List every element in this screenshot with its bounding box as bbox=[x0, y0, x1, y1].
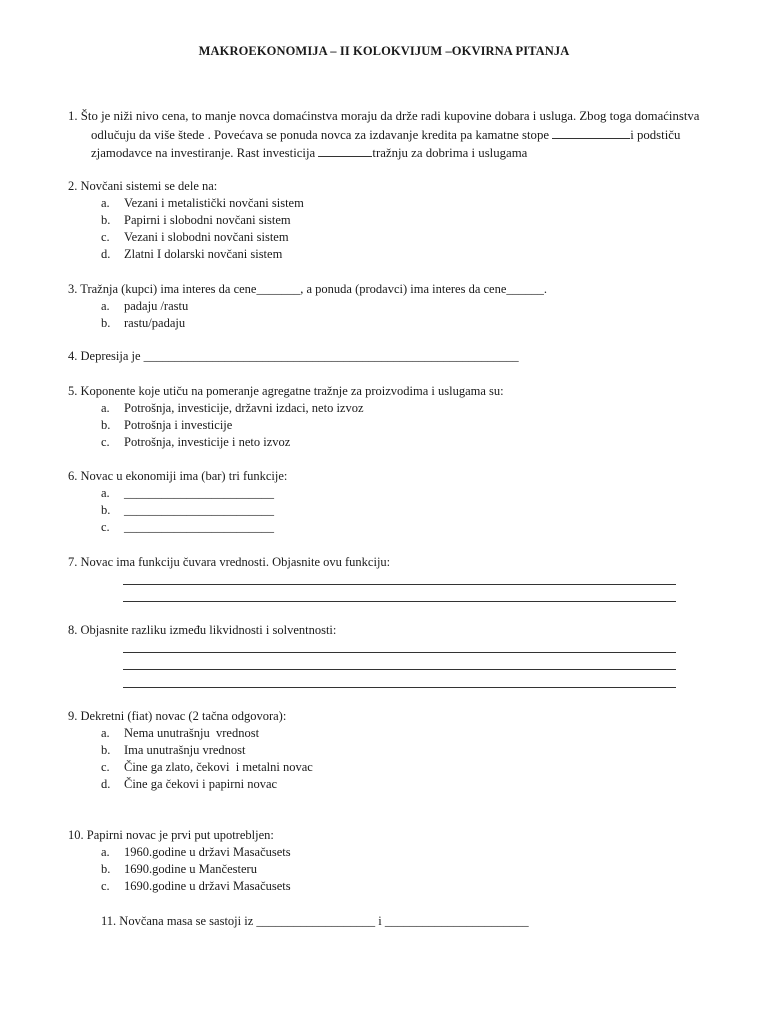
question-1-blank-2 bbox=[318, 145, 372, 157]
question-8-text: 8. Objasnite razliku između likvidnosti i solventnosti: bbox=[68, 623, 337, 637]
option-letter: b. bbox=[101, 316, 111, 330]
question-5-text: 5. Koponente koje utiču na pomeranje agregatne tražnje za proizvodima i uslugama su: bbox=[68, 384, 504, 398]
option-text: Zlatni I dolarski novčani sistem bbox=[124, 247, 283, 261]
option-text: Potrošnja, investicije, državni izdaci, neto izvoz bbox=[124, 401, 364, 415]
option-text: 1690.godine u državi Masačusets bbox=[124, 879, 291, 893]
option-letter: b. bbox=[101, 503, 111, 517]
answer-blank: ________________________ bbox=[124, 503, 274, 517]
option-letter: b. bbox=[101, 418, 111, 432]
answer-line bbox=[123, 652, 676, 653]
option-letter: b. bbox=[101, 862, 111, 876]
question-11-text: 11. Novčana masa se sastoji iz ___________________ i _______________________ bbox=[101, 914, 529, 928]
question-1-blank-1 bbox=[552, 127, 630, 139]
answer-line bbox=[123, 687, 676, 688]
option-text: Papirni i slobodni novčani sistem bbox=[124, 213, 291, 227]
option-text: Vezani i slobodni novčani sistem bbox=[124, 230, 289, 244]
question-7-text: 7. Novac ima funkciju čuvara vrednosti. Objasnite ovu funkciju: bbox=[68, 555, 391, 569]
answer-blank: ________________________ bbox=[124, 520, 274, 534]
option-letter: d. bbox=[101, 777, 111, 791]
question-1-line-2 bbox=[91, 127, 680, 143]
question-2-text: 2. Novčani sistemi se dele na: bbox=[68, 179, 218, 193]
option-letter: a. bbox=[101, 845, 110, 859]
option-text: Potrošnja i investicije bbox=[124, 418, 233, 432]
question-9-text: 9. Dekretni (fiat) novac (2 tačna odgovora): bbox=[68, 709, 287, 723]
question-1-line-3 bbox=[91, 145, 527, 161]
question-1-line-1: 1. Što je niži nivo cena, to manje novca domaćinstva moraju da drže radi kupovine dobara i usluga. Zbog toga domaćinstva bbox=[68, 109, 700, 123]
answer-blank: ________________________ bbox=[124, 486, 274, 500]
question-6-text: 6. Novac u ekonomiji ima (bar) tri funkcije: bbox=[68, 469, 288, 483]
option-text: Vezani i metalistički novčani sistem bbox=[124, 196, 304, 210]
question-3-text: 3. Tražnja (kupci) ima interes da cene_______, a ponuda (prodavci) ima interes da cene______. bbox=[68, 282, 548, 296]
answer-line bbox=[123, 584, 676, 585]
option-letter: a. bbox=[101, 196, 110, 210]
option-letter: a. bbox=[101, 726, 110, 740]
question-4-text: 4. Depresija je ____________________________________________________________ bbox=[68, 349, 519, 363]
option-letter: c. bbox=[101, 435, 110, 449]
option-letter: a. bbox=[101, 486, 110, 500]
question-1-line-2-end: i podstiču bbox=[630, 128, 681, 142]
option-letter: c. bbox=[101, 230, 110, 244]
option-letter: c. bbox=[101, 760, 110, 774]
option-letter: d. bbox=[101, 247, 111, 261]
option-letter: b. bbox=[101, 213, 111, 227]
option-text: Ima unutrašnju vrednost bbox=[124, 743, 246, 757]
option-text: Čine ga zlato, čekovi i metalni novac bbox=[124, 760, 313, 774]
question-1-line-3-text: zjamodavce na investiranje. Rast investicija bbox=[91, 146, 319, 160]
answer-line bbox=[123, 601, 676, 602]
option-letter: a. bbox=[101, 401, 110, 415]
option-text: padaju /rastu bbox=[124, 299, 189, 313]
option-text: Čine ga čekovi i papirni novac bbox=[124, 777, 278, 791]
answer-line bbox=[123, 669, 676, 670]
option-letter: c. bbox=[101, 879, 110, 893]
option-text: 1690.godine u Mančesteru bbox=[124, 862, 257, 876]
option-letter: b. bbox=[101, 743, 111, 757]
option-text: rastu/padaju bbox=[124, 316, 186, 330]
question-1-line-3-end: tražnju za dobrima i uslugama bbox=[372, 146, 528, 160]
option-text: 1960.godine u državi Masačusets bbox=[124, 845, 291, 859]
option-text: Nema unutrašnju vrednost bbox=[124, 726, 260, 740]
question-10-text: 10. Papirni novac je prvi put upotrebljen: bbox=[68, 828, 274, 842]
page-title: MAKROEKONOMIJA – II KOLOKVIJUM –OKVIRNA PITANJA bbox=[198, 44, 570, 58]
option-letter: c. bbox=[101, 520, 110, 534]
question-1-line-2-text: odlučuju da više štede . Povećava se ponuda novca za izdavanje kredita pa kamatne stope bbox=[91, 128, 553, 142]
option-letter: a. bbox=[101, 299, 110, 313]
option-text: Potrošnja, investicije i neto izvoz bbox=[124, 435, 291, 449]
